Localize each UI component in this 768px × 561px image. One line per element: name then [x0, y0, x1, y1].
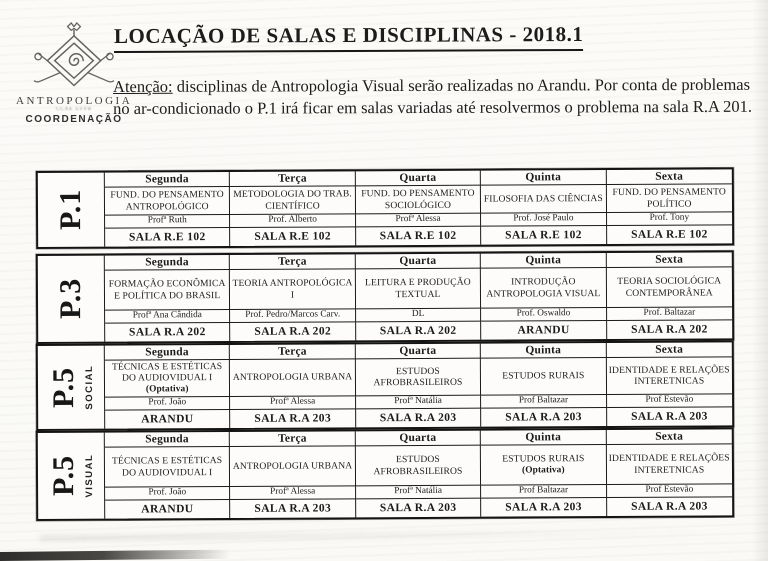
room-cell: SALA R.A 202	[231, 322, 356, 341]
class-group-label	[38, 433, 105, 519]
day-header: Sexta	[606, 342, 731, 358]
class-group-subname: SOCIAL	[83, 364, 96, 410]
room-cell: SALA R.A 203	[356, 499, 481, 518]
day-header: Quinta	[481, 170, 606, 186]
notice-text: disciplinas de Antropologia Visual serão realizadas no Arandu. Por conta de problemas no ar-condicionado o P.1 irá ficar em salas variadas até resolvermos o problema na sala R.A 201.	[113, 74, 752, 118]
professor-cell: Prof Estevão	[607, 394, 732, 408]
schedule-table-p5-social	[36, 340, 734, 431]
class-group-name: P.5	[46, 366, 81, 408]
day-header: Quarta	[356, 254, 481, 270]
room-cell: SALA R.A 203	[356, 409, 481, 428]
course-name: ESTUDOS AFROBRASILEIROS	[373, 454, 463, 477]
professor-cell: Prof. Pedro/Marcos Carv.	[230, 309, 355, 323]
professor-cell: Prof. João	[105, 397, 230, 411]
class-group-subname: VISUAL	[83, 453, 96, 498]
course-name: FUND. DO PENSAMENTO SOCIOLÓGICO	[361, 187, 475, 211]
course-note: (Optativa)	[521, 465, 565, 476]
day-header: Quinta	[481, 253, 606, 269]
notice-paragraph	[113, 74, 755, 120]
course-cell	[481, 268, 607, 309]
schedule-grid	[105, 429, 732, 518]
day-header: Sexta	[606, 429, 731, 445]
course-name: ESTUDOS RURAIS	[502, 370, 585, 382]
course-cell	[481, 185, 607, 214]
day-header: Terça	[230, 431, 355, 447]
day-header: Segunda	[105, 255, 230, 271]
professor-cell: Profª Alessa	[230, 396, 355, 410]
room-cell: SALA R.A 203	[481, 408, 606, 427]
course-cell	[606, 357, 732, 395]
course-name: TEORIA ANTROPOLÓGICA I	[232, 277, 353, 301]
day-header: Quinta	[481, 430, 606, 446]
course-name: ESTUDOS RURAIS	[502, 452, 585, 465]
course-name: ESTUDOS AFROBRASILEIROS	[373, 365, 463, 389]
professor-cell: Prof Baltazar	[481, 395, 606, 409]
schedule-grid	[105, 252, 732, 341]
schedule-table-p5-visual	[36, 427, 734, 521]
room-cell: SALA R.A 203	[231, 409, 356, 428]
course-note: (Optativa)	[145, 384, 189, 395]
schedule-table-p3	[36, 250, 734, 344]
room-cell: ARANDU	[481, 321, 606, 340]
day-header: Sexta	[606, 169, 731, 185]
professor-cell: Prof. Tony	[607, 212, 732, 226]
room-cell: SALA R.A 203	[231, 499, 356, 518]
professor-cell: Prof Baltazar	[481, 485, 606, 499]
course-cell	[105, 187, 231, 216]
course-name: INTRODUÇÃO ANTROPOLOGIA VISUAL	[486, 276, 601, 300]
room-cell: SALA R.E 102	[481, 226, 606, 245]
class-group-label	[38, 256, 105, 342]
schedule-table-p1	[36, 167, 734, 249]
course-name: FORMAÇÃO ECONÔMICA E POLÍTICA DO BRASIL	[108, 278, 226, 302]
schedule-grid	[105, 169, 732, 246]
notice-attention-label: Atenção:	[113, 76, 173, 96]
room-cell: ARANDU	[105, 410, 230, 429]
course-name: TÉCNICAS E ESTÉTICAS DO AUDIOVIDUAL I	[111, 455, 223, 479]
class-group-name: P.5	[46, 455, 81, 497]
course-cell	[230, 269, 356, 310]
course-name: LEITURA E PRODUÇÃO TEXTUAL	[365, 276, 471, 300]
course-cell	[356, 186, 482, 215]
professor-cell: Profª Ruth	[105, 215, 230, 229]
room-cell: SALA R.E 102	[356, 227, 481, 246]
professor-cell: DL	[356, 309, 481, 323]
course-name: TEORIA SOCIOLÓGICA CONTEMPORÂNEA	[617, 275, 722, 299]
class-group-label	[38, 346, 105, 429]
day-header: Terça	[230, 344, 355, 360]
professor-cell: Prof. João	[105, 487, 230, 501]
course-cell	[606, 267, 732, 308]
scan-dark-corner	[0, 550, 230, 561]
professor-cell: Profª Ana Cândida	[105, 310, 230, 324]
day-header: Quarta	[356, 171, 481, 187]
class-group-name: P.3	[53, 278, 88, 320]
professor-cell: Prof. Oswaldo	[481, 308, 606, 322]
room-cell: SALA R.E 102	[631, 228, 708, 241]
class-group-name: P.1	[53, 189, 88, 231]
room-cell: SALA R.E 102	[105, 228, 230, 247]
professor-cell: Prof. Baltazar	[607, 307, 732, 321]
course-cell	[230, 186, 356, 215]
course-cell	[606, 184, 732, 213]
course-name: METODOLOGIA DO TRAB. CIENTÍFICO	[233, 188, 352, 212]
schedule-grid	[105, 342, 732, 428]
day-header: Segunda	[105, 345, 230, 361]
professor-cell: Profª Natália	[356, 396, 481, 410]
course-name: FILOSOFIA DAS CIÊNCIAS	[483, 192, 603, 205]
course-cell	[481, 445, 607, 486]
course-name: IDENTIDADE E RELAÇÕES INTERETNICAS	[608, 452, 730, 476]
scan-streak	[40, 529, 708, 542]
professor-cell: Profª Natália	[356, 486, 481, 500]
day-header: Quarta	[356, 344, 481, 360]
logo-org-name: ANTROPOLOGIA	[16, 95, 133, 107]
course-name: IDENTIDADE E RELAÇÕES INTERETNICAS	[608, 364, 730, 387]
course-cell	[481, 358, 607, 396]
day-header: Terça	[230, 254, 355, 270]
professor-cell: Prof. Alberto	[230, 214, 355, 228]
course-name: FUND. DO PENSAMENTO ANTROPOLÓGICO	[110, 189, 224, 213]
course-cell	[230, 359, 356, 397]
course-name: ANTROPOLOGIA URBANA	[232, 371, 353, 384]
room-cell: SALA R.A 203	[481, 498, 606, 517]
room-cell: SALA R.A 203	[631, 410, 708, 423]
class-group-label	[38, 173, 105, 247]
professor-cell: Prof. José Paulo	[481, 213, 606, 227]
room-cell: SALA R.A 202	[105, 323, 230, 342]
course-cell	[105, 360, 231, 398]
professor-cell: Profª Alessa	[230, 486, 355, 500]
day-header: Quinta	[481, 343, 606, 359]
day-header: Terça	[230, 171, 355, 187]
room-cell: SALA R.A 202	[631, 323, 708, 336]
logo-dept-name: COORDENAÇÃO	[25, 114, 123, 125]
room-cell: SALA R.E 102	[230, 227, 355, 246]
course-name: TÉCNICAS E ESTÉTICAS DO AUDIOVIDUAL I	[111, 360, 223, 384]
course-cell	[105, 447, 231, 488]
course-cell	[230, 446, 356, 487]
room-cell: SALA R.A 203	[631, 500, 708, 513]
logo-subtext: CCAE UFPB	[55, 107, 93, 112]
course-cell	[356, 269, 482, 310]
course-cell	[606, 444, 732, 485]
course-cell	[105, 270, 231, 311]
page-title: LOCAÇÃO DE SALAS E DISCIPLINAS - 2018.1	[114, 22, 583, 53]
room-cell: ARANDU	[105, 500, 230, 519]
day-header: Segunda	[105, 172, 230, 188]
day-header: Sexta	[606, 252, 731, 268]
professor-cell: Prof Estevão	[607, 484, 732, 498]
course-cell	[356, 359, 482, 397]
day-header: Quarta	[356, 431, 481, 447]
course-cell	[356, 446, 482, 487]
professor-cell: Profª Alessa	[356, 214, 481, 228]
course-name: ANTROPOLOGIA URBANA	[232, 460, 353, 472]
day-header: Segunda	[105, 432, 230, 448]
room-cell: SALA R.A 202	[356, 322, 481, 341]
course-name: FUND. DO PENSAMENTO POLÍTICO	[612, 186, 726, 210]
